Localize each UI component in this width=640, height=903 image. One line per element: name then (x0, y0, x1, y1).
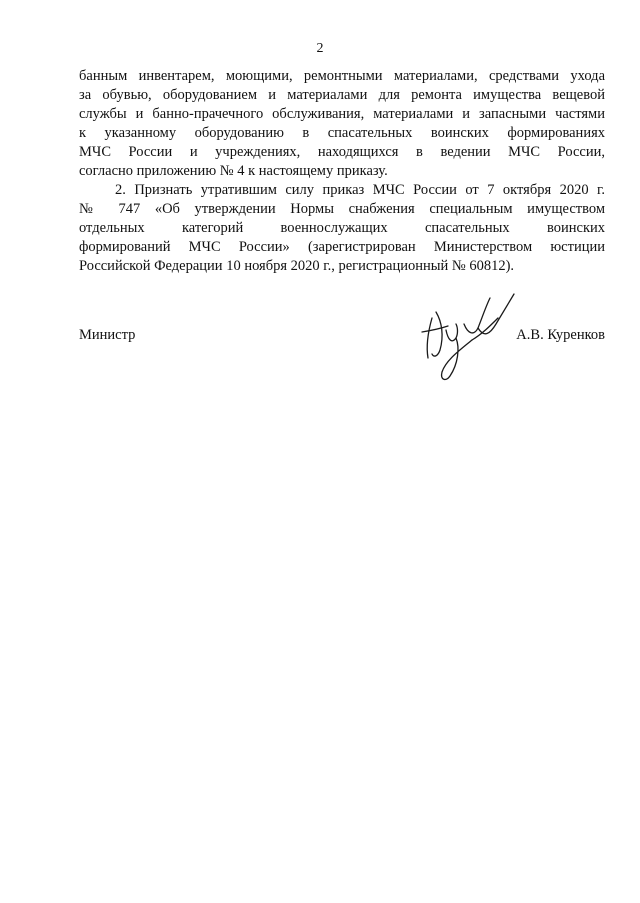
text-line: формирований МЧС России» (зарегистрирован Министерством юстиции (79, 239, 605, 255)
text-line: банным инвентарем, моющими, ремонтными материалами, средствами ухода (79, 68, 605, 84)
text-line: отдельных категорий военнослужащих спасательных воинских (79, 220, 605, 236)
text-line: № 747 «Об утверждении Нормы снабжения специальным имуществом (79, 201, 605, 217)
signatory-title: Министр (79, 327, 136, 343)
text-line: 2. Признать утратившим силу приказ МЧС России от 7 октября 2020 г. (115, 182, 605, 198)
text-line: службы и банно-прачечного обслуживания, материалами и запасными частями (79, 106, 605, 122)
signatory-name: А.В. Куренков (516, 327, 605, 343)
text-line: МЧС России и учреждениях, находящихся в ведении МЧС России, (79, 144, 605, 160)
page-number: 2 (316, 41, 324, 56)
text-line: согласно приложению № 4 к настоящему приказу. (79, 163, 388, 179)
text-line: за обувью, оборудованием и материалами для ремонта имущества вещевой (79, 87, 605, 103)
handwritten-signature (412, 288, 522, 384)
text-line: к указанному оборудованию в спасательных воинских формированиях (79, 125, 605, 141)
text-line: Российской Федерации 10 ноября 2020 г., регистрационный № 60812). (79, 258, 515, 274)
